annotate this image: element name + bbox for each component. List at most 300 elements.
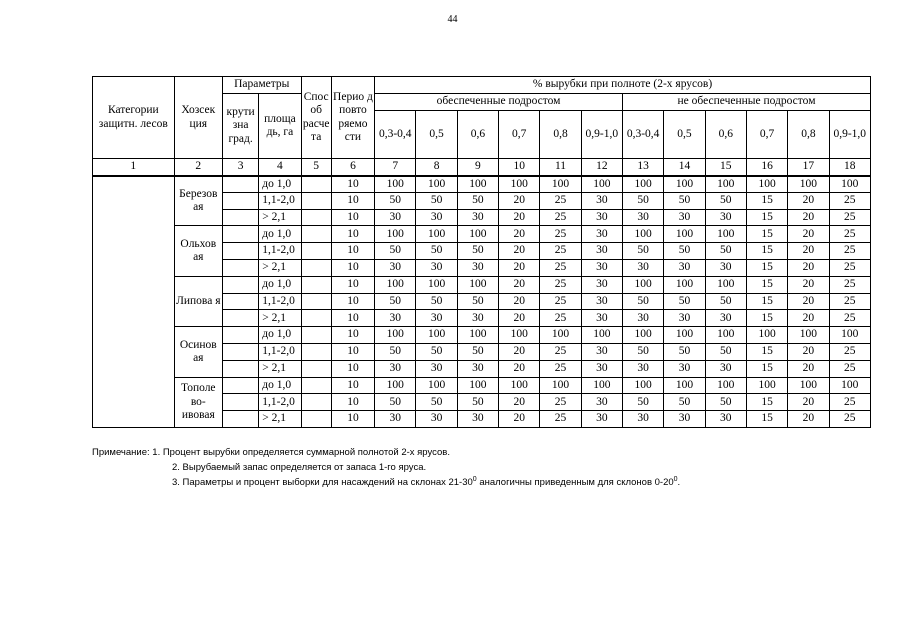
value-cell: 20 [788, 343, 829, 360]
value-cell: 20 [499, 343, 540, 360]
value-cell: 30 [457, 310, 498, 327]
area-cell: до 1,0 [259, 327, 301, 344]
area-cell: 1,1-2,0 [259, 243, 301, 260]
slope-cell [222, 360, 258, 377]
slope-cell [222, 209, 258, 226]
section-name: Ольхов ая [174, 226, 222, 276]
column-number-10: 10 [499, 159, 540, 176]
value-cell: 50 [622, 192, 663, 209]
value-cell: 100 [664, 377, 705, 394]
value-cell: 30 [664, 259, 705, 276]
column-number-11: 11 [540, 159, 581, 176]
value-cell: 100 [540, 377, 581, 394]
table-row [93, 377, 871, 394]
value-cell: 20 [499, 360, 540, 377]
value-cell: 50 [622, 343, 663, 360]
value-cell: 50 [705, 394, 746, 411]
value-cell: 50 [416, 192, 457, 209]
period-cell: 10 [331, 276, 374, 293]
value-cell: 100 [457, 176, 498, 193]
value-cell: 25 [829, 243, 870, 260]
value-cell: 30 [581, 343, 622, 360]
slope-cell [222, 310, 258, 327]
value-cell: 50 [705, 343, 746, 360]
column-number-13: 13 [622, 159, 663, 176]
value-cell: 30 [375, 360, 416, 377]
method-cell [301, 360, 331, 377]
note-1: 1. Процент вырубки определяется суммарной полнотой 2-х ярусов. [152, 447, 450, 458]
page-number: 44 [447, 14, 458, 25]
value-cell: 100 [788, 377, 829, 394]
value-cell: 25 [540, 243, 581, 260]
value-cell: 25 [540, 226, 581, 243]
value-cell: 100 [664, 176, 705, 193]
header-period: Перио д повто ряемо сти [331, 77, 374, 159]
method-cell [301, 293, 331, 310]
area-cell: 1,1-2,0 [259, 394, 301, 411]
value-cell: 30 [705, 259, 746, 276]
value-cell: 20 [788, 259, 829, 276]
value-cell: 15 [746, 259, 787, 276]
value-cell: 30 [581, 310, 622, 327]
period-cell: 10 [331, 310, 374, 327]
value-cell: 50 [664, 192, 705, 209]
value-cell: 100 [416, 377, 457, 394]
area-cell: до 1,0 [259, 226, 301, 243]
value-cell: 30 [581, 360, 622, 377]
value-cell: 50 [664, 293, 705, 310]
column-number-17: 17 [788, 159, 829, 176]
section-name: Тополе во- ивовая [174, 377, 222, 427]
period-cell: 10 [331, 176, 374, 193]
period-cell: 10 [331, 377, 374, 394]
value-cell: 20 [788, 293, 829, 310]
value-cell: 30 [581, 293, 622, 310]
value-cell: 50 [416, 343, 457, 360]
period-cell: 10 [331, 360, 374, 377]
value-cell: 100 [375, 327, 416, 344]
area-cell: 1,1-2,0 [259, 192, 301, 209]
value-cell: 100 [705, 377, 746, 394]
value-cell: 20 [788, 360, 829, 377]
header-section: Хозсек ция [174, 77, 222, 159]
value-cell: 100 [746, 377, 787, 394]
header-parameters: Параметры [222, 77, 301, 94]
value-cell: 100 [416, 327, 457, 344]
value-cell: 30 [416, 310, 457, 327]
density-header-10: 0,7 [746, 111, 787, 159]
value-cell: 15 [746, 310, 787, 327]
value-cell: 30 [457, 360, 498, 377]
value-cell: 25 [540, 343, 581, 360]
header-provided: обеспеченные подростом [375, 94, 623, 111]
method-cell [301, 209, 331, 226]
area-cell: > 2,1 [259, 310, 301, 327]
value-cell: 50 [375, 343, 416, 360]
value-cell: 50 [622, 394, 663, 411]
value-cell: 100 [622, 327, 663, 344]
value-cell: 50 [416, 243, 457, 260]
column-number-14: 14 [664, 159, 705, 176]
value-cell: 20 [788, 310, 829, 327]
value-cell: 50 [705, 243, 746, 260]
value-cell: 100 [705, 176, 746, 193]
column-number-8: 8 [416, 159, 457, 176]
value-cell: 30 [416, 360, 457, 377]
value-cell: 25 [540, 360, 581, 377]
value-cell: 20 [499, 411, 540, 428]
value-cell: 20 [499, 259, 540, 276]
value-cell: 100 [746, 176, 787, 193]
value-cell: 50 [375, 394, 416, 411]
value-cell: 30 [664, 209, 705, 226]
area-cell: > 2,1 [259, 411, 301, 428]
value-cell: 30 [375, 411, 416, 428]
table-row [93, 176, 871, 193]
value-cell: 30 [664, 310, 705, 327]
value-cell: 100 [375, 377, 416, 394]
value-cell: 50 [705, 293, 746, 310]
density-header-6: 0,9-1,0 [581, 111, 622, 159]
value-cell: 30 [416, 259, 457, 276]
area-cell: до 1,0 [259, 377, 301, 394]
value-cell: 20 [788, 394, 829, 411]
value-cell: 50 [375, 192, 416, 209]
value-cell: 20 [788, 192, 829, 209]
period-cell: 10 [331, 192, 374, 209]
value-cell: 100 [622, 276, 663, 293]
value-cell: 100 [788, 327, 829, 344]
column-number-1: 1 [93, 159, 175, 176]
density-header-1: 0,3-0,4 [375, 111, 416, 159]
value-cell: 25 [540, 411, 581, 428]
value-cell: 100 [375, 176, 416, 193]
value-cell: 25 [829, 226, 870, 243]
value-cell: 30 [622, 209, 663, 226]
method-cell [301, 327, 331, 344]
value-cell: 100 [540, 327, 581, 344]
column-number-5: 5 [301, 159, 331, 176]
value-cell: 25 [829, 411, 870, 428]
value-cell: 30 [705, 209, 746, 226]
value-cell: 100 [705, 327, 746, 344]
column-number-9: 9 [457, 159, 498, 176]
value-cell: 20 [499, 209, 540, 226]
value-cell: 15 [746, 293, 787, 310]
value-cell: 100 [788, 176, 829, 193]
area-cell: > 2,1 [259, 209, 301, 226]
value-cell: 30 [664, 360, 705, 377]
value-cell: 15 [746, 343, 787, 360]
slope-cell [222, 411, 258, 428]
period-cell: 10 [331, 243, 374, 260]
value-cell: 100 [416, 226, 457, 243]
section-name: Осинов ая [174, 327, 222, 377]
value-cell: 25 [829, 343, 870, 360]
value-cell: 30 [457, 411, 498, 428]
value-cell: 30 [581, 411, 622, 428]
value-cell: 20 [499, 293, 540, 310]
table-row [93, 327, 871, 344]
slope-cell [222, 226, 258, 243]
note-3: 3. Параметры и процент выборки для насаждений на склонах $21-30^0$ аналогичны приведенным для склонов $0-20^0$. [172, 475, 681, 488]
value-cell: 50 [622, 293, 663, 310]
value-cell: 100 [499, 176, 540, 193]
value-cell: 20 [788, 226, 829, 243]
value-cell: 100 [705, 276, 746, 293]
area-cell: > 2,1 [259, 259, 301, 276]
value-cell: 25 [540, 293, 581, 310]
value-cell: 25 [829, 310, 870, 327]
method-cell [301, 377, 331, 394]
value-cell: 20 [499, 192, 540, 209]
value-cell: 100 [622, 226, 663, 243]
value-cell: 100 [416, 276, 457, 293]
value-cell: 100 [416, 176, 457, 193]
value-cell: 50 [622, 243, 663, 260]
slope-cell [222, 176, 258, 193]
value-cell: 30 [457, 209, 498, 226]
value-cell: 25 [829, 394, 870, 411]
header-percent: % вырубки при полноте (2-х ярусов) [375, 77, 871, 94]
value-cell: 25 [829, 192, 870, 209]
value-cell: 30 [581, 259, 622, 276]
value-cell: 25 [540, 209, 581, 226]
method-cell [301, 343, 331, 360]
slope-cell [222, 327, 258, 344]
value-cell: 100 [622, 377, 663, 394]
notes [92, 445, 872, 490]
value-cell: 50 [375, 243, 416, 260]
method-cell [301, 259, 331, 276]
period-cell: 10 [331, 209, 374, 226]
value-cell: 25 [829, 276, 870, 293]
density-header-4: 0,7 [499, 111, 540, 159]
value-cell: 100 [499, 327, 540, 344]
value-cell: 15 [746, 243, 787, 260]
value-cell: 50 [457, 343, 498, 360]
area-cell: 1,1-2,0 [259, 343, 301, 360]
value-cell: 50 [664, 343, 705, 360]
column-number-7: 7 [375, 159, 416, 176]
value-cell: 25 [829, 360, 870, 377]
slope-cell [222, 394, 258, 411]
area-cell: до 1,0 [259, 176, 301, 193]
period-cell: 10 [331, 327, 374, 344]
value-cell: 50 [705, 192, 746, 209]
value-cell: 50 [457, 293, 498, 310]
value-cell: 30 [622, 411, 663, 428]
method-cell [301, 192, 331, 209]
value-cell: 100 [829, 327, 870, 344]
value-cell: 30 [705, 310, 746, 327]
method-cell [301, 276, 331, 293]
period-cell: 10 [331, 343, 374, 360]
value-cell: 15 [746, 411, 787, 428]
value-cell: 30 [622, 310, 663, 327]
density-header-11: 0,8 [788, 111, 829, 159]
density-header-8: 0,5 [664, 111, 705, 159]
value-cell: 50 [375, 293, 416, 310]
area-cell: 1,1-2,0 [259, 293, 301, 310]
density-header-7: 0,3-0,4 [622, 111, 663, 159]
header-not-provided: не обеспеченные подростом [622, 94, 870, 111]
value-cell: 30 [375, 259, 416, 276]
period-cell: 10 [331, 411, 374, 428]
density-header-12: 0,9-1,0 [829, 111, 870, 159]
section-name: Липова я [174, 276, 222, 326]
column-number-4: 4 [259, 159, 301, 176]
table-row [93, 276, 871, 293]
method-cell [301, 394, 331, 411]
value-cell: 30 [457, 259, 498, 276]
slope-cell [222, 276, 258, 293]
density-header-5: 0,8 [540, 111, 581, 159]
value-cell: 25 [540, 276, 581, 293]
value-cell: 100 [375, 226, 416, 243]
value-cell: 30 [664, 411, 705, 428]
value-cell: 20 [788, 411, 829, 428]
value-cell: 25 [540, 192, 581, 209]
value-cell: 100 [581, 176, 622, 193]
value-cell: 20 [788, 209, 829, 226]
slope-cell [222, 293, 258, 310]
value-cell: 100 [581, 377, 622, 394]
header-method: Спос об расче та [301, 77, 331, 159]
header-area: площа дь, га [259, 94, 301, 159]
slope-cell [222, 377, 258, 394]
column-number-12: 12 [581, 159, 622, 176]
value-cell: 15 [746, 226, 787, 243]
method-cell [301, 310, 331, 327]
area-cell: > 2,1 [259, 360, 301, 377]
density-header-2: 0,5 [416, 111, 457, 159]
value-cell: 20 [499, 226, 540, 243]
section-name: Березов ая [174, 176, 222, 226]
value-cell: 30 [705, 411, 746, 428]
note-2: 2. Вырубаемый запас определяется от запаса 1-го яруса. [172, 462, 427, 473]
value-cell: 20 [499, 310, 540, 327]
value-cell: 25 [829, 259, 870, 276]
value-cell: 30 [375, 209, 416, 226]
area-cell: до 1,0 [259, 276, 301, 293]
column-number-16: 16 [746, 159, 787, 176]
period-cell: 10 [331, 394, 374, 411]
table-row [93, 226, 871, 243]
value-cell: 100 [499, 377, 540, 394]
column-number-3: 3 [222, 159, 258, 176]
slope-cell [222, 343, 258, 360]
column-number-15: 15 [705, 159, 746, 176]
table-body [93, 176, 871, 428]
method-cell [301, 411, 331, 428]
value-cell: 20 [499, 276, 540, 293]
category-cell [93, 176, 175, 428]
value-cell: 30 [622, 360, 663, 377]
method-cell [301, 226, 331, 243]
header-category: Категории защитн. лесов [93, 77, 175, 159]
period-cell: 10 [331, 293, 374, 310]
value-cell: 100 [746, 327, 787, 344]
value-cell: 30 [581, 243, 622, 260]
value-cell: 30 [416, 209, 457, 226]
column-number-18: 18 [829, 159, 870, 176]
value-cell: 30 [581, 209, 622, 226]
value-cell: 15 [746, 394, 787, 411]
period-cell: 10 [331, 226, 374, 243]
value-cell: 30 [375, 310, 416, 327]
column-number-2: 2 [174, 159, 222, 176]
value-cell: 15 [746, 360, 787, 377]
value-cell: 50 [457, 192, 498, 209]
period-cell: 10 [331, 259, 374, 276]
value-cell: 100 [829, 176, 870, 193]
value-cell: 50 [664, 394, 705, 411]
value-cell: 20 [499, 394, 540, 411]
value-cell: 100 [540, 176, 581, 193]
value-cell: 100 [664, 327, 705, 344]
value-cell: 15 [746, 209, 787, 226]
column-number-6: 6 [331, 159, 374, 176]
value-cell: 100 [581, 327, 622, 344]
value-cell: 30 [581, 192, 622, 209]
value-cell: 25 [829, 209, 870, 226]
value-cell: 30 [622, 259, 663, 276]
value-cell: 30 [581, 394, 622, 411]
value-cell: 100 [457, 226, 498, 243]
logging-percentage-table [92, 76, 871, 428]
value-cell: 50 [416, 394, 457, 411]
value-cell: 30 [581, 276, 622, 293]
method-cell [301, 176, 331, 193]
value-cell: 50 [457, 394, 498, 411]
column-number-row [93, 159, 871, 176]
value-cell: 100 [664, 226, 705, 243]
value-cell: 100 [705, 226, 746, 243]
value-cell: 50 [416, 293, 457, 310]
value-cell: 100 [457, 327, 498, 344]
density-header-9: 0,6 [705, 111, 746, 159]
value-cell: 100 [664, 276, 705, 293]
value-cell: 30 [705, 360, 746, 377]
value-cell: 25 [540, 310, 581, 327]
value-cell: 30 [416, 411, 457, 428]
value-cell: 20 [499, 243, 540, 260]
header-slope: крути зна град. [222, 94, 258, 159]
value-cell: 100 [829, 377, 870, 394]
density-header-3: 0,6 [457, 111, 498, 159]
method-cell [301, 243, 331, 260]
slope-cell [222, 259, 258, 276]
value-cell: 30 [581, 226, 622, 243]
slope-cell [222, 192, 258, 209]
value-cell: 100 [622, 176, 663, 193]
value-cell: 100 [457, 276, 498, 293]
value-cell: 25 [540, 394, 581, 411]
notes-label: Примечание: [92, 447, 150, 458]
value-cell: 25 [829, 293, 870, 310]
value-cell: 50 [457, 243, 498, 260]
slope-cell [222, 243, 258, 260]
value-cell: 25 [540, 259, 581, 276]
value-cell: 20 [788, 243, 829, 260]
value-cell: 15 [746, 276, 787, 293]
value-cell: 20 [788, 276, 829, 293]
value-cell: 100 [457, 377, 498, 394]
value-cell: 100 [375, 276, 416, 293]
value-cell: 50 [664, 243, 705, 260]
value-cell: 15 [746, 192, 787, 209]
